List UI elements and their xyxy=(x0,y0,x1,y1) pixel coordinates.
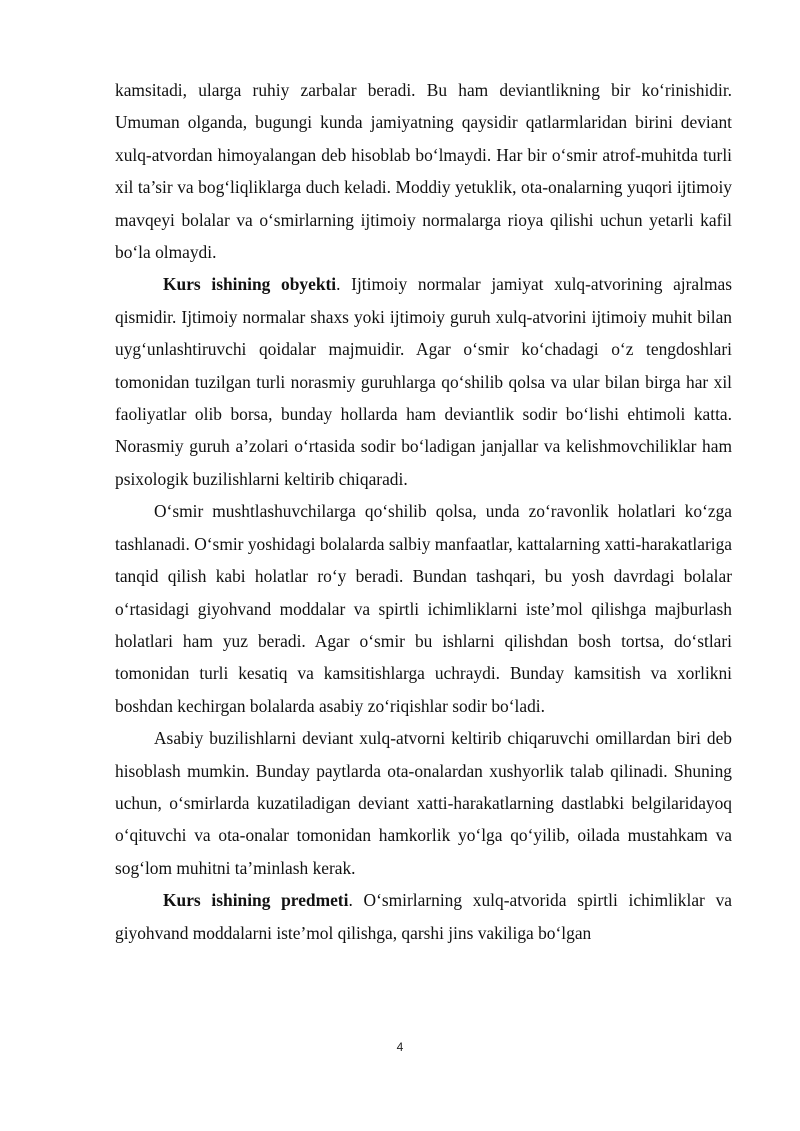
paragraph-text: . O‘smirlarning xulq-atvorida spirtli ichimliklar va giyohvand moddalarni iste’mol qilishga, qarshi jins vakiliga bo‘lgan xyxy=(115,890,732,943)
paragraph-text: O‘smir mushtlashuvchilarga qo‘shilib qolsa, unda zo‘ravonlik holatlari ko‘zga tashlanadi. O‘smir yoshidagi bolalarda salbiy manfaatlar, kattalarning xatti-harakatlariga tanqid qilish kabi holatlar ro‘y beradi. Bundan tashqari, bu yosh davrdagi bolalar o‘rtasidagi giyohvand moddalar va spirtli ichimliklarni iste’mol qilishga majburlash holatlari ham yuz beradi. Agar o‘smir bu ishlarni qilishdan bosh tortsa, do‘stlari tomonidan turli kesatiq va kamsitishlarga uchraydi. Bunday kamsitish va xorlikni boshdan kechirgan bolalarda asabiy zo‘riqishlar sodir bo‘ladi. xyxy=(115,501,732,716)
document-page xyxy=(115,74,732,949)
page-number: 4 xyxy=(396,1040,404,1054)
paragraph-text: . Ijtimoiy normalar jamiyat xulq-atvorining ajralmas qismidir. Ijtimoiy normalar shaxs yoki ijtimoiy guruh xulq-atvorini ijtimoiy muhit bilan uyg‘unlashtiruvchi qoidalar majmuidir. Agar o‘smir ko‘chadagi o‘z tengdoshlari tomonidan tuzilgan turli norasmiy guruhlarga qo‘shilib qolsa va ular bilan birga har xil faoliyatlar olib borsa, bunday hollarda ham deviantlik sodir bo‘lishi ehtimoli katta. Norasmiy guruh a’zolari o‘rtasida sodir bo‘ladigan janjallar va kelishmovchiliklar ham psixologik buzilishlarni keltirib chiqaradi. xyxy=(115,274,732,489)
paragraph-text: Asabiy buzilishlarni deviant xulq-atvorni keltirib chiqaruvchi omillardan biri deb hisoblash mumkin. Bunday paytlarda ota-onalardan xushyorlik talab qilinadi. Shuning uchun, o‘smirlarda kuzatiladigan deviant xatti-harakatlarning dastlabki belgilaridayoq o‘qituvchi va ota-onalar tomonidan hamkorlik yo‘lga qo‘yilib, oilada mustahkam va sog‘lom muhitni ta’minlash kerak. xyxy=(115,728,732,878)
paragraph-1 xyxy=(115,74,732,268)
paragraph-5 xyxy=(115,884,732,949)
paragraph-2 xyxy=(115,268,732,495)
paragraph-lead: Kurs ishining obyekti xyxy=(163,274,337,295)
paragraph-4 xyxy=(115,722,732,884)
paragraph-lead: Kurs ishining predmeti xyxy=(163,890,349,911)
paragraph-3 xyxy=(115,495,732,722)
paragraph-text: kamsitadi, ularga ruhiy zarbalar beradi. Bu ham deviantlikning bir ko‘rinishidir. Umuman olganda, bugungi kunda jamiyatning qaysidir qatlarmlaridan birini deviant xulq-atvordan himoyalangan deb hisoblab bo‘lmaydi. Har bir o‘smir atrof-muhitda turli xil ta’sir va bog‘liqliklarga duch keladi. Moddiy yetuklik, ota-onalarning yuqori ijtimoiy mavqeyi bolalar va o‘smirlarning ijtimoiy normalarga rioya qilishi uchun yetarli kafil bo‘la olmaydi. xyxy=(115,80,732,263)
